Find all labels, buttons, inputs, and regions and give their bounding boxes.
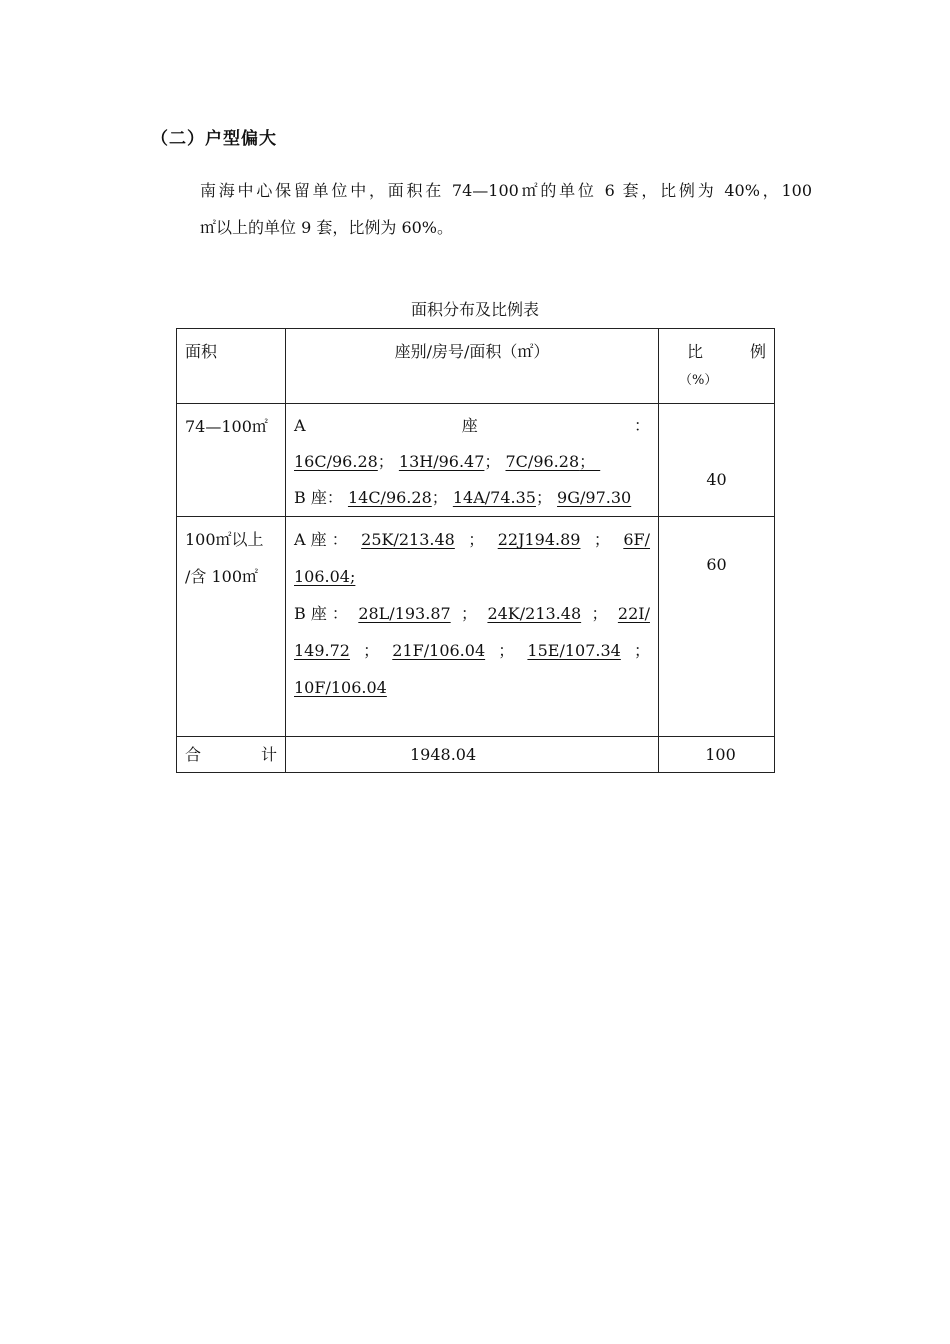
unit-entry: 7C/96.28	[505, 452, 580, 471]
row1-block-a-units: 16C/96.28； 13H/96.47； 7C/96.28；	[294, 452, 601, 471]
unit-entry: 25K/213.48	[361, 530, 455, 549]
summary-paragraph	[200, 172, 812, 246]
total-area-value: 1948.04	[410, 745, 477, 764]
row2-block-a-line-1: A 座 ： 25K/213.48 ； 22J194.89 ； 6F/	[294, 521, 650, 558]
header-ratio-char-2: 例	[749, 342, 766, 361]
total-area	[286, 737, 659, 773]
unit-entry: 10F/106.04	[294, 678, 387, 697]
paragraph-line-1: 南海中心保留单位中，面积在 74—100㎡的单位 6 套，比例为 40%，100	[200, 181, 812, 200]
row2-ratio	[659, 517, 775, 737]
unit-entry: 22J194.89	[497, 530, 581, 549]
row1-area	[177, 404, 286, 517]
unit-entry: 6F/	[623, 530, 650, 549]
unit-entry: 13H/96.47	[398, 452, 485, 471]
area-distribution-table	[176, 328, 775, 773]
unit-entry: 149.72	[294, 641, 350, 660]
row2-block-a-label: A 座 ：	[294, 530, 348, 549]
header-area-label: 面积	[185, 342, 218, 361]
unit-entry: 14C/96.28	[347, 488, 432, 507]
row2-area	[177, 517, 286, 737]
unit-entry: 28L/193.87	[358, 604, 451, 623]
unit-entry: 106.04;	[294, 567, 356, 586]
row1-block-a-header	[294, 408, 650, 444]
total-label-char-1: 合	[185, 745, 202, 764]
row1-block-a-seat: 座	[461, 416, 478, 435]
row1-block-a-label: A	[294, 416, 306, 435]
row2-block-b-line-3	[294, 669, 650, 706]
header-area	[177, 329, 286, 404]
table-row	[177, 517, 775, 737]
row2-area-line-2: /含 100㎡	[185, 567, 259, 586]
row1-ratio-value: 40	[706, 469, 727, 489]
unit-entry: 16C/96.28	[294, 452, 378, 471]
unit-entry: 21F/106.04	[392, 641, 486, 660]
unit-entry: 9G/97.30	[557, 488, 632, 507]
row1-ratio	[659, 404, 775, 517]
total-label	[177, 737, 286, 773]
row2-block-b-line-1: B 座 ： 28L/193.87 ； 24K/213.48 ； 22I/	[294, 595, 650, 632]
paragraph-line-2: ㎡以上的单位 9 套，比例为 60%。	[200, 218, 454, 237]
header-ratio-char-1: 比	[687, 342, 704, 361]
row1-units	[286, 404, 659, 517]
table-total-row	[177, 737, 775, 773]
header-units	[286, 329, 659, 404]
unit-entry: 22I/	[617, 604, 650, 623]
table-row	[177, 404, 775, 517]
row2-block-a-line-2	[294, 558, 650, 595]
row2-ratio-value: 60	[706, 555, 727, 574]
unit-entry: 14A/74.35	[452, 488, 536, 507]
row2-area-line-1: 100㎡以上	[185, 530, 264, 549]
table-caption: 面积分布及比例表	[410, 300, 539, 319]
unit-entry: 15E/107.34	[527, 641, 621, 660]
row2-block-b-label: B 座 ：	[294, 604, 348, 623]
unit-entry: 24K/213.48	[487, 604, 582, 623]
row2-block-b-line-2: 149.72 ； 21F/106.04 ； 15E/107.34 ；	[294, 632, 650, 669]
row1-block-b-label: B 座：	[294, 488, 343, 507]
header-units-label: 座别/房号/面积（㎡）	[394, 342, 550, 361]
row1-block-a-colon: ：	[633, 416, 650, 435]
row2-units	[286, 517, 659, 737]
header-ratio-label	[659, 329, 774, 392]
section-heading: （二）户型偏大	[151, 129, 277, 149]
row1-block-b-units: B 座： 14C/96.28； 14A/74.35； 9G/97.30	[294, 488, 632, 507]
total-ratio-value: 100	[705, 745, 736, 764]
header-ratio-unit: （%）	[679, 373, 718, 388]
total-ratio	[659, 737, 775, 773]
table-header-row	[177, 329, 775, 404]
total-label-char-2: 计	[260, 745, 277, 764]
header-ratio	[659, 329, 775, 404]
row1-area-label: 74—100㎡	[185, 417, 268, 436]
